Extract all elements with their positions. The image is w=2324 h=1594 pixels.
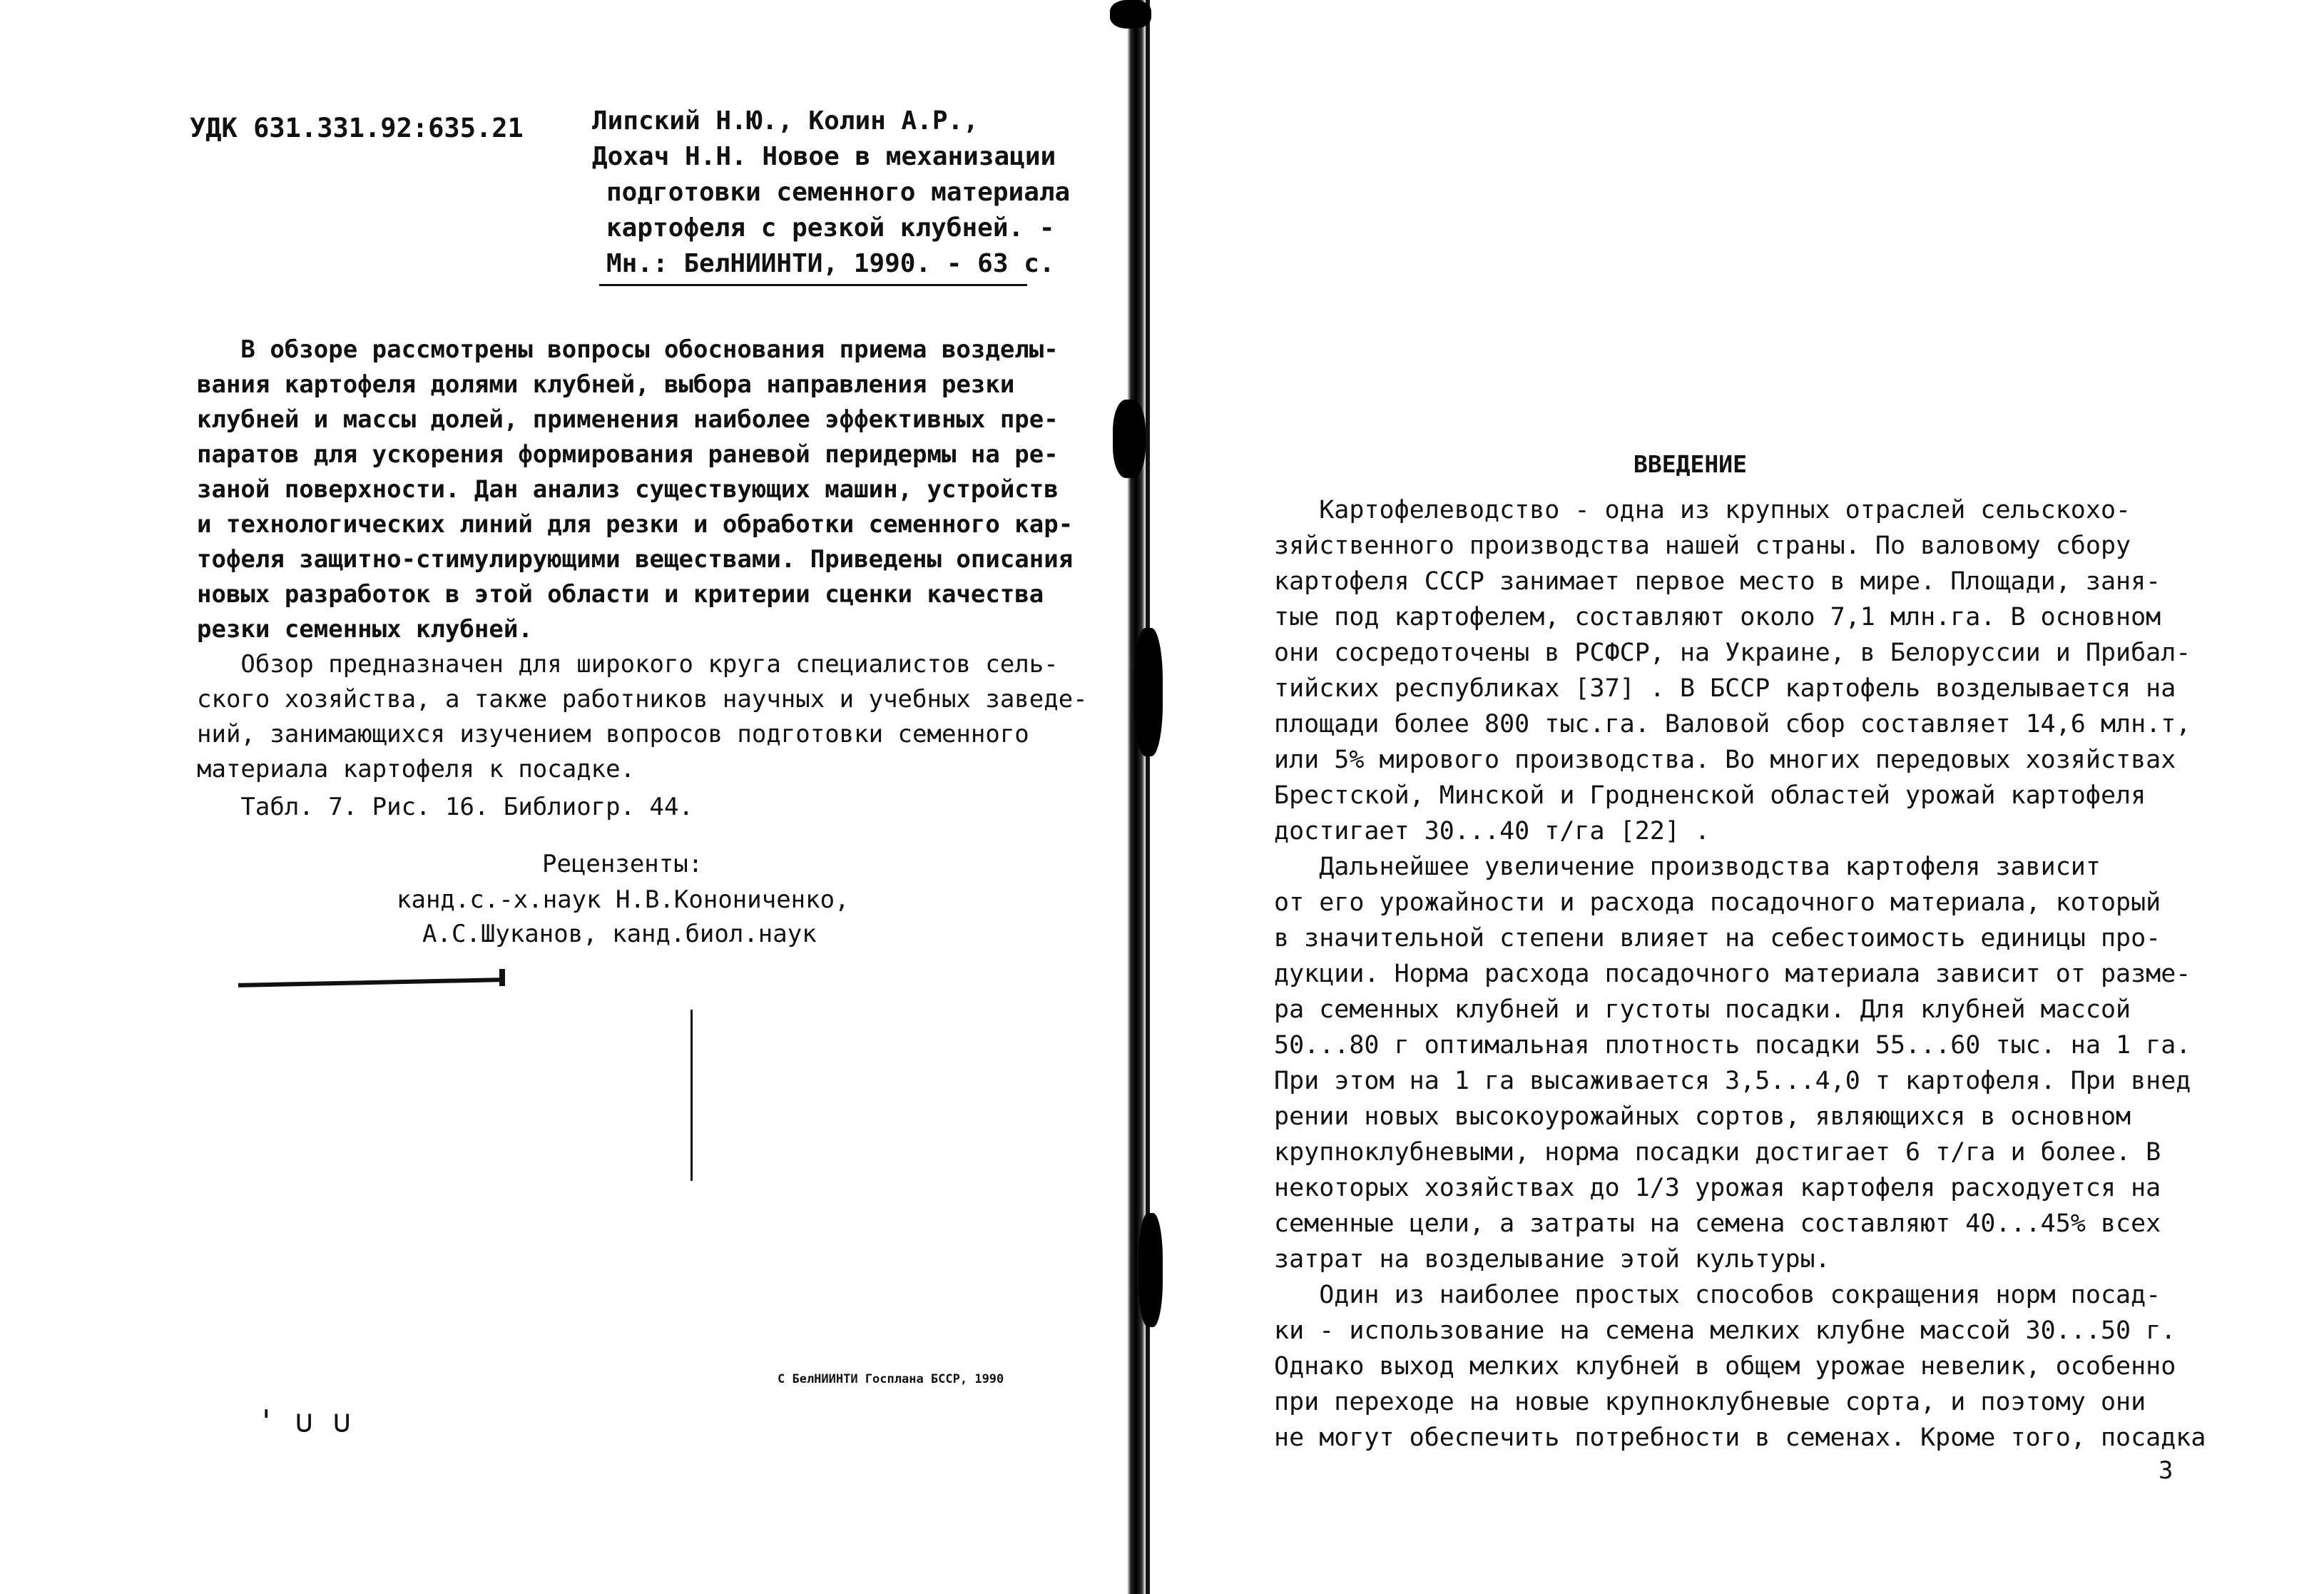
text-line: достигает 30...40 т/га [22] .	[1274, 817, 1711, 846]
text-line: При этом на 1 га высаживается 3,5...4,0 т картофеля. При внед	[1274, 1067, 2191, 1095]
text-line: Брестской, Минской и Гродненской областей урожай картофеля	[1274, 781, 2146, 810]
scribble-mark-end	[499, 969, 505, 986]
abstract-line: паратов для ускорения формирования раневой перидермы на ре-	[197, 440, 1059, 469]
purpose-line: ний, занимающихся изучением вопросов подготовки семенного	[197, 720, 1029, 748]
purpose-line: ского хозяйства, а также работников научных и учебных заведе-	[197, 685, 1088, 714]
text-line: Дальнейшее увеличение производства картофеля зависит	[1274, 853, 2101, 881]
purpose-line: Обзор предназначен для широкого круга специалистов сель-	[197, 650, 1059, 679]
spine-smudge	[1134, 628, 1163, 756]
abstract-line: тофеля защитно-стимулирующими веществами. Приведены описания	[197, 545, 1074, 574]
vertical-rule	[690, 1010, 693, 1181]
text-line: они сосредоточены в РСФСР, на Украине, в Белоруссии и Прибал-	[1274, 639, 2191, 667]
text-line: Однако выход мелких клубней в общем урожае невелик, особенно	[1274, 1352, 2176, 1381]
text-line: тийских республиках [37] . В БССР картофель возделывается на	[1274, 674, 2176, 703]
abstract-line: новых разработок в этой области и критерии сценки качества	[197, 580, 1044, 609]
spine-smudge	[1113, 400, 1146, 478]
citation-line: картофеля с резкой клубней. -	[606, 213, 1055, 243]
text-line: картофеля СССР занимает первое место в мире. Площади, заня-	[1274, 567, 2161, 596]
citation-line: Дохач Н.Н. Новое в механизации	[592, 142, 1056, 171]
text-line: ра семенных клубней и густоты посадки. Для клубней массой	[1274, 995, 2131, 1024]
abstract-line: В обзоре рассмотрены вопросы обоснования приема возделы-	[197, 335, 1059, 364]
text-line: рении новых высокоурожайных сортов, являющихся в основном	[1274, 1102, 2131, 1131]
spine-smudge	[1110, 0, 1151, 29]
abstract-line: и технологических линий для резки и обработки семенного кар-	[197, 510, 1074, 539]
text-line: в значительной степени влияет на себестоимость единицы про-	[1274, 924, 2161, 953]
text-line: крупноклубневыми, норма посадки достигает 6 т/га и более. В	[1274, 1138, 2161, 1167]
citation-line: Липский Н.Ю., Колин А.Р.,	[592, 106, 979, 136]
copyright-line: С БелНИИНТИ Госплана БССР, 1990	[778, 1372, 1004, 1386]
citation-line: Мн.: БелНИИНТИ, 1990. - 63 с.	[606, 249, 1055, 278]
text-line: дукции. Норма расхода посадочного материала зависит от разме-	[1274, 960, 2191, 988]
text-line: Один из наиболее простых способов сокращения норм посад-	[1274, 1281, 2161, 1309]
abstract-line: заной поверхности. Дан анализ существующих машин, устройств	[197, 475, 1059, 504]
text-line: некоторых хозяйствах до 1/3 урожая картофеля расходуется на	[1274, 1174, 2161, 1202]
text-line: Картофелеводство - одна из крупных отраслей сельскохо-	[1274, 496, 2131, 524]
bottom-marks: ' ∪ ∪	[257, 1403, 352, 1440]
text-line: от его урожайности и расхода посадочного материала, который	[1274, 888, 2161, 917]
spine-smudge	[1138, 1213, 1163, 1327]
abstract-line: клубней и массы долей, применения наиболее эффективных пре-	[197, 405, 1059, 434]
abstract-line: вания картофеля долями клубней, выбора направления резки	[197, 370, 1015, 399]
citation-underline	[599, 284, 1027, 286]
reviewer-line: А.С.Шуканов, канд.биол.наук	[422, 920, 817, 948]
reviewer-line: канд.с.-х.наук Н.В.Конониченко,	[397, 885, 850, 914]
text-line: ки - использование на семена мелких клубне массой 30...50 г.	[1274, 1316, 2176, 1345]
abstract-line: резки семенных клубней.	[197, 615, 533, 644]
text-line: зяйственного производства нашей страны. По валовому сбору	[1274, 532, 2131, 560]
text-line: площади более 800 тыс.га. Валовой сбор составляет 14,6 млн.т,	[1274, 710, 2191, 738]
text-line: 50...80 г оптимальная плотность посадки 55...60 тыс. на 1 га.	[1274, 1031, 2191, 1060]
stats-line: Табл. 7. Рис. 16. Библиогр. 44.	[197, 793, 693, 821]
reviewers-title: Рецензенты:	[542, 850, 703, 878]
section-heading: ВВЕДЕНИЕ	[1634, 450, 1747, 478]
text-line: при переходе на новые крупноклубневые сорта, и поэтому они	[1274, 1388, 2146, 1416]
page-number: 3	[2159, 1456, 2173, 1485]
text-line: не могут обеспечить потребности в семенах. Кроме того, посадка	[1274, 1423, 2206, 1452]
citation-line: подготовки семенного материала	[606, 178, 1071, 207]
text-line: тые под картофелем, составляют около 7,1 млн.га. В основном	[1274, 603, 2161, 631]
text-line: семенные цели, а затраты на семена составляют 40...45% всех	[1274, 1209, 2161, 1238]
page-spine	[1127, 0, 1146, 1594]
scribble-mark	[238, 978, 502, 988]
purpose-line: материала картофеля к посадке.	[197, 755, 636, 783]
page-spine-edge	[1146, 0, 1150, 1594]
text-line: затрат на возделывание этой культуры.	[1274, 1245, 1830, 1274]
text-line: или 5% мирового производства. Во многих передовых хозяйствах	[1274, 746, 2176, 774]
udk-code: УДК 631.331.92:635.21	[190, 113, 524, 143]
